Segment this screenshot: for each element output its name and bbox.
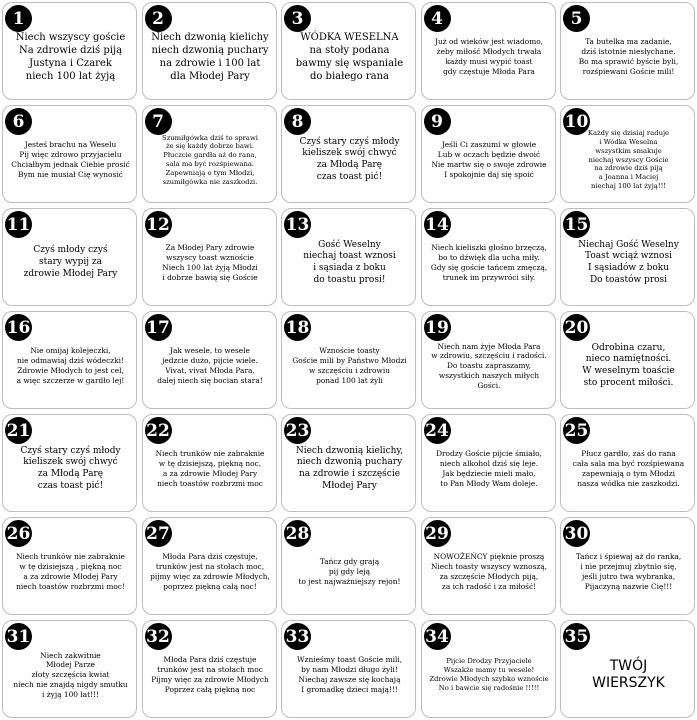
- card-number-badge: 35: [563, 623, 590, 650]
- toast-verse: [436, 449, 542, 488]
- verse-line: Vivat, vivat Młoda Para,: [165, 366, 255, 375]
- toast-verse: [588, 129, 669, 191]
- toast-verse: [431, 342, 546, 391]
- toast-verse: [151, 31, 268, 83]
- verse-line: na zdrowie i 100 lat: [159, 58, 261, 69]
- toast-card: [281, 208, 416, 306]
- card-number-badge: 4: [424, 5, 451, 32]
- verse-line: Płuczcie gardła aż do rana,: [163, 151, 257, 160]
- verse-line: dla Młodej Pary: [170, 71, 250, 82]
- verse-line: Odrobina czaru,: [591, 342, 666, 353]
- toast-card: [281, 2, 416, 100]
- verse-line: za szczęście Młodych piją,: [439, 572, 539, 581]
- toast-card: [421, 517, 556, 615]
- card-number-badge: 6: [5, 108, 32, 135]
- verse-line: Tańcz gdy grają: [319, 557, 380, 567]
- verse-line: niechaj toast wznosi: [303, 251, 396, 262]
- verse-line: Czyś młody czyś: [33, 245, 108, 256]
- verse-line: Zdrowie Młodych szybko wznoście: [429, 675, 549, 683]
- toast-card: [560, 414, 695, 512]
- toast-card: [2, 620, 137, 718]
- toast-verse: [431, 243, 547, 282]
- verse-line: to jest najważniejszy rejon!: [298, 576, 401, 586]
- verse-line: pijmy więc za zdrowie Młodych,: [150, 572, 270, 581]
- verse-line: wszystkim smakuje: [595, 146, 662, 155]
- card-number-badge: 30: [563, 520, 590, 547]
- verse-line: Młoda Para dziś częstuje: [163, 655, 257, 665]
- card-number-badge: 9: [424, 108, 451, 135]
- toast-verse: [162, 243, 258, 282]
- verse-line: Pijaczyną nazwie Cię!!!: [584, 581, 673, 591]
- verse-line: a za zdrowie Młodej Pary: [162, 469, 258, 478]
- toast-verse: [151, 655, 269, 694]
- verse-line: Wznoście toasty: [319, 346, 380, 356]
- verse-line: W weselnym toaście: [582, 366, 675, 376]
- verse-line: zapewniają o tym Młodzi: [581, 469, 675, 478]
- card-number-badge: 21: [5, 417, 32, 444]
- card-number-badge: 34: [424, 623, 451, 650]
- toast-verse: [296, 446, 403, 493]
- verse-line: niech alkohol dziś się leje.: [439, 459, 539, 469]
- toast-card: [2, 2, 137, 100]
- toast-card: [2, 311, 137, 409]
- verse-line: to Pan Młody Wam doleje.: [440, 478, 538, 488]
- verse-line: I gromadkę dzieci mają!!!: [301, 684, 398, 694]
- verse-line: za ich radość i za miłość!: [441, 581, 537, 591]
- verse-line: na zdrowie i szczęście: [298, 469, 401, 479]
- verse-line: ponad 100 lat żyli: [316, 375, 383, 385]
- verse-line: nasza wódka nie zaszkodzi.: [577, 478, 680, 488]
- toast-verse: [579, 37, 679, 76]
- verse-line: TWÓJ: [609, 658, 648, 675]
- verse-line: złoty szczęścia kwiat: [31, 670, 110, 680]
- toast-verse: [162, 134, 258, 187]
- verse-line: Za Młodej Pary zdrowie: [165, 243, 255, 253]
- card-number-badge: 10: [563, 108, 590, 135]
- card-number-badge: 22: [145, 417, 172, 444]
- toast-verse: [592, 658, 665, 692]
- verse-line: trunek im przywróci siły.: [442, 272, 536, 282]
- verse-line: a więc szczerze w gardło lej!: [16, 375, 125, 385]
- verse-line: Czyś stary czyś młody: [299, 136, 400, 147]
- verse-line: Gości.: [477, 380, 501, 390]
- toast-verse: [20, 446, 120, 493]
- toast-card-grid: [2, 2, 695, 718]
- verse-line: Gdy się goście tańcem zmęczą,: [430, 263, 548, 272]
- toast-card: [560, 620, 695, 718]
- verse-line: Do toastów prosi: [589, 274, 668, 285]
- card-number-badge: 31: [5, 623, 32, 650]
- verse-line: niech dzwonią puchary: [151, 45, 269, 56]
- card-number-badge: 32: [145, 623, 172, 650]
- verse-line: niech dzwonią puchary: [296, 457, 403, 468]
- verse-line: WÓDKA WESELNA: [300, 32, 399, 43]
- toast-card: [560, 311, 695, 409]
- verse-line: NOWOŻEŃCY pięknie proszą: [433, 552, 545, 562]
- verse-line: każdy musi wypić toast: [445, 57, 533, 66]
- toast-card: [421, 414, 556, 512]
- toast-verse: [431, 552, 547, 591]
- verse-line: sto procent miłości.: [583, 377, 674, 388]
- card-number-badge: 27: [145, 520, 172, 547]
- toast-verse: [11, 140, 130, 179]
- verse-line: nieco namiętności.: [585, 354, 672, 365]
- verse-line: szumiłgówka nie zaszkodzi.: [162, 177, 258, 186]
- verse-line: niech 100 lat żyją: [25, 71, 116, 82]
- toast-verse: [576, 552, 681, 591]
- verse-line: Nie omijaj kolejeczki,: [30, 346, 111, 356]
- toast-card: [281, 414, 416, 512]
- toast-card: [281, 517, 416, 615]
- verse-line: czas toast pić!: [37, 480, 104, 491]
- verse-line: Do toastu zapraszamy,: [446, 361, 532, 371]
- verse-line: I sąsiadów z boku: [587, 263, 670, 273]
- verse-line: za Młodą Parę: [316, 160, 383, 170]
- toast-verse: [298, 557, 400, 586]
- verse-line: Wznieśmy toast Goście mili,: [296, 655, 403, 665]
- verse-line: kieliszek swój chwyć: [302, 148, 397, 159]
- card-number-badge: 29: [424, 520, 451, 547]
- toast-card: [560, 105, 695, 203]
- verse-line: wszystkich naszych miłych: [438, 370, 540, 380]
- toast-verse: [429, 657, 548, 692]
- verse-line: jeśli jutro twa wybranka,: [581, 572, 676, 581]
- toast-card: [142, 414, 277, 512]
- verse-line: Pijcie Drodzy Przyjaciele: [446, 657, 532, 666]
- toast-card: [142, 208, 277, 306]
- card-number-badge: 24: [424, 417, 451, 444]
- toast-card: [421, 311, 556, 409]
- card-number-badge: 11: [5, 211, 32, 238]
- verse-line: niechaj wszyscy Goście: [588, 155, 669, 164]
- verse-line: Jesteś brachu na Weselu: [24, 140, 117, 150]
- verse-line: Młodej Pary: [322, 480, 377, 491]
- verse-line: sala ma być rozśpiewana.: [165, 160, 255, 168]
- verse-line: Chciałbym jednak Ciebie prosić: [11, 160, 130, 169]
- card-number-badge: 23: [284, 417, 311, 444]
- verse-line: niech toastów rozbrzmi moc: [157, 478, 263, 488]
- toast-verse: [303, 240, 396, 287]
- verse-line: Niechaj zawsze się kochają: [298, 675, 401, 684]
- card-number-badge: 26: [5, 520, 32, 547]
- card-number-badge: 25: [563, 417, 590, 444]
- toast-verse: [297, 655, 402, 694]
- toast-card: [281, 620, 416, 718]
- verse-line: Niech dzwonią kielichy,: [295, 445, 404, 456]
- verse-line: i sąsiada z boku: [313, 263, 386, 273]
- verse-line: Goście mili by Państwo Młodzi: [292, 356, 407, 366]
- card-number-badge: 3: [284, 5, 311, 32]
- card-number-badge: 13: [284, 211, 311, 238]
- verse-line: Młoda Para dziś częstuje,: [162, 552, 258, 562]
- toast-verse: [16, 31, 126, 83]
- verse-line: Jak będziecie mieli mało,: [442, 469, 536, 478]
- verse-line: Pijmy więc za zdrowie Młodych: [151, 675, 269, 684]
- verse-line: Niechaj Gość Weselny: [578, 239, 679, 250]
- verse-line: Ta butelka ma zadanie,: [585, 37, 672, 47]
- verse-line: Na zdrowie dziś piją: [18, 45, 123, 56]
- verse-line: i nie przejmuj zbytnio się,: [580, 562, 677, 572]
- verse-line: Niech dzwonią kielichy: [151, 32, 269, 43]
- toast-verse: [156, 449, 265, 488]
- card-number-badge: 20: [563, 314, 590, 341]
- verse-line: WIERSZYK: [592, 675, 665, 691]
- verse-line: pij gdy leją: [328, 567, 371, 577]
- toast-verse: [157, 346, 262, 385]
- verse-line: na stoły podana: [309, 45, 390, 56]
- verse-line: Zapewniają o tym Młodzi,: [165, 168, 255, 177]
- verse-line: Lub w oczach będzie dwoić: [437, 150, 541, 160]
- verse-line: niechaj 100 lat żyją!!!: [590, 182, 667, 191]
- toast-card: [142, 311, 277, 409]
- card-number-badge: 2: [145, 5, 172, 32]
- verse-line: dziś istotnie niesłychane.: [581, 47, 676, 57]
- verse-line: rozśpiewani Goście mili!: [582, 66, 675, 76]
- card-number-badge: 16: [5, 314, 32, 341]
- verse-line: Niech trunków nie zabraknie: [16, 552, 125, 562]
- verse-line: Niech 100 lat żyją Młodzi: [162, 263, 258, 272]
- verse-line: do białego rana: [309, 71, 390, 82]
- verse-line: Nie martw się o swoje zdrowie: [431, 160, 547, 169]
- verse-line: Niech zakwitnie: [40, 650, 101, 660]
- verse-line: Niech kieliszki głośno brzęczą,: [431, 243, 547, 253]
- verse-line: Gość Weselny: [318, 239, 381, 250]
- card-number-badge: 8: [284, 108, 311, 135]
- verse-line: Niech nam żyje Młoda Para: [437, 341, 541, 351]
- toast-card: [281, 311, 416, 409]
- verse-line: Drodzy Goście pijcie śmiało,: [436, 449, 542, 459]
- card-number-badge: 19: [424, 314, 451, 341]
- toast-verse: [17, 346, 125, 385]
- toast-card: [421, 105, 556, 203]
- verse-line: za Młodą Parę: [37, 469, 104, 479]
- card-number-badge: 5: [563, 5, 590, 32]
- toast-card: [2, 414, 137, 512]
- verse-line: w tę dzisiejszą , piękną noc: [19, 562, 122, 572]
- verse-line: a za zdrowie Młodej Pary: [23, 572, 118, 581]
- verse-line: Jak wesele, to wesele: [170, 346, 250, 356]
- card-number-badge: 7: [145, 108, 172, 135]
- card-number-badge: 17: [145, 314, 172, 341]
- toast-card: [421, 620, 556, 718]
- verse-line: niech toastów rozbrzmi moc!: [16, 581, 125, 591]
- verse-line: do toastu prosi!: [313, 274, 386, 285]
- verse-line: bawmy się wspaniale: [295, 58, 404, 69]
- verse-line: Justyna i Czarek: [29, 58, 112, 69]
- toast-verse: [292, 346, 406, 385]
- toast-card: [142, 517, 277, 615]
- toast-card: [281, 105, 416, 203]
- toast-card: [142, 105, 277, 203]
- toast-card: [560, 208, 695, 306]
- verse-line: Niech trunków nie zabraknie: [155, 449, 265, 459]
- verse-line: Płucz gardło, zaś do rana: [581, 449, 676, 459]
- card-number-badge: 18: [284, 314, 311, 341]
- verse-line: zdrowie Młodej Pary: [23, 268, 118, 279]
- card-number-badge: 1: [5, 5, 32, 32]
- verse-line: Szumiłgówka dziś to sprawi: [162, 133, 258, 142]
- verse-line: Tańcz i śpiewaj aż do ranka,: [575, 552, 682, 562]
- toast-verse: [431, 140, 546, 179]
- toast-verse: [16, 552, 125, 591]
- toast-card: [2, 208, 137, 306]
- card-number-badge: 28: [284, 520, 311, 547]
- verse-line: Jeśli Ci zaszumi w głowie: [441, 140, 537, 150]
- verse-line: I spokojnie daj się spoić: [444, 169, 534, 179]
- verse-line: i Wódka Weselna: [599, 137, 658, 146]
- verse-line: nie odmawiaj dziś wódeczki!: [16, 356, 125, 366]
- verse-line: czas toast pić!: [316, 171, 383, 182]
- verse-line: Wszakże mamy tu wesele!: [443, 666, 535, 675]
- verse-line: niech nie znajdą nigdy smutku: [13, 679, 128, 689]
- toast-card: [421, 208, 556, 306]
- card-number-badge: 33: [284, 623, 311, 650]
- toast-verse: [150, 552, 270, 591]
- verse-line: żeby miłość Młodych trwała: [436, 47, 542, 57]
- toast-verse: [299, 137, 399, 184]
- toast-verse: [435, 37, 543, 76]
- verse-line: i żyją 100 lat!!!: [42, 689, 99, 699]
- verse-line: na zdrowie dziś piją: [594, 164, 663, 173]
- verse-line: że się każdy dobrze bawi.: [165, 142, 255, 151]
- verse-line: Pij więc zdrowo przyjacielu: [19, 150, 122, 160]
- verse-line: w tę dzisiejszą, piękną noc,: [158, 459, 262, 469]
- verse-line: w zdrowiu, szczęściu i radości.: [431, 351, 547, 361]
- verse-line: dalej niech się bocian stara!: [157, 375, 263, 385]
- verse-line: Bym nie musiał Cię wynosić: [18, 169, 123, 179]
- verse-line: Zdrowie Młodych to jest cel,: [17, 366, 124, 375]
- toast-card: [2, 105, 137, 203]
- verse-line: wszyscy toast wznoście: [166, 253, 254, 263]
- toast-verse: [13, 651, 127, 700]
- card-number-badge: 12: [145, 211, 172, 238]
- verse-line: Każdy się dzisiaj raduje: [587, 129, 670, 138]
- verse-line: Bo ma sprawić byście byli,: [578, 57, 679, 66]
- toast-card: [2, 517, 137, 615]
- verse-line: Młodej Parze: [45, 660, 95, 670]
- verse-line: Czyś stary czyś młody: [20, 445, 121, 456]
- toast-card: [560, 517, 695, 615]
- verse-line: trunków jest na stołach moc,: [155, 562, 265, 572]
- toast-card: [142, 2, 277, 100]
- toast-verse: [578, 240, 679, 287]
- verse-line: w szczęściu i zdrowiu: [309, 366, 390, 375]
- toast-verse: [582, 343, 675, 390]
- verse-line: poprzez piękną całą noc!: [163, 581, 257, 591]
- toast-card: [421, 2, 556, 100]
- verse-line: kieliszek swój chwyć: [23, 457, 118, 468]
- verse-line: i dobrze bawią się Goście: [162, 272, 258, 282]
- verse-line: jedzcie dużo, pijcie wiele.: [162, 356, 258, 366]
- verse-line: trunków jest na stołach moc: [157, 665, 263, 675]
- verse-line: Toast wciąż wznosi: [585, 251, 672, 262]
- toast-verse: [296, 31, 403, 83]
- verse-line: No i bawcie się radośnie !!!!!: [438, 683, 540, 692]
- verse-line: gdy częstuje Młoda Para: [443, 66, 535, 76]
- verse-line: Niech toasty wszyscy wznoszą,: [430, 562, 548, 572]
- verse-line: cała sala ma być rozśpiewana: [572, 459, 685, 469]
- toast-card: [142, 620, 277, 718]
- verse-line: stary wypij za: [38, 257, 103, 268]
- verse-line: Już od wieków jest wiadomo,: [434, 37, 544, 47]
- verse-line: Poprzez całą piękną noc: [164, 684, 256, 694]
- card-number-badge: 15: [563, 211, 590, 238]
- card-number-badge: 14: [424, 211, 451, 238]
- verse-line: a Joanna i Maciej: [598, 173, 659, 182]
- verse-line: bo to dźwięk dla ucha miły.: [438, 253, 540, 263]
- toast-verse: [24, 245, 118, 280]
- toast-verse: [573, 449, 684, 488]
- verse-line: by nam Młodzi długo żyli!: [301, 665, 398, 675]
- toast-card: [560, 2, 695, 100]
- verse-line: Niech wszyscy goście: [15, 32, 126, 43]
